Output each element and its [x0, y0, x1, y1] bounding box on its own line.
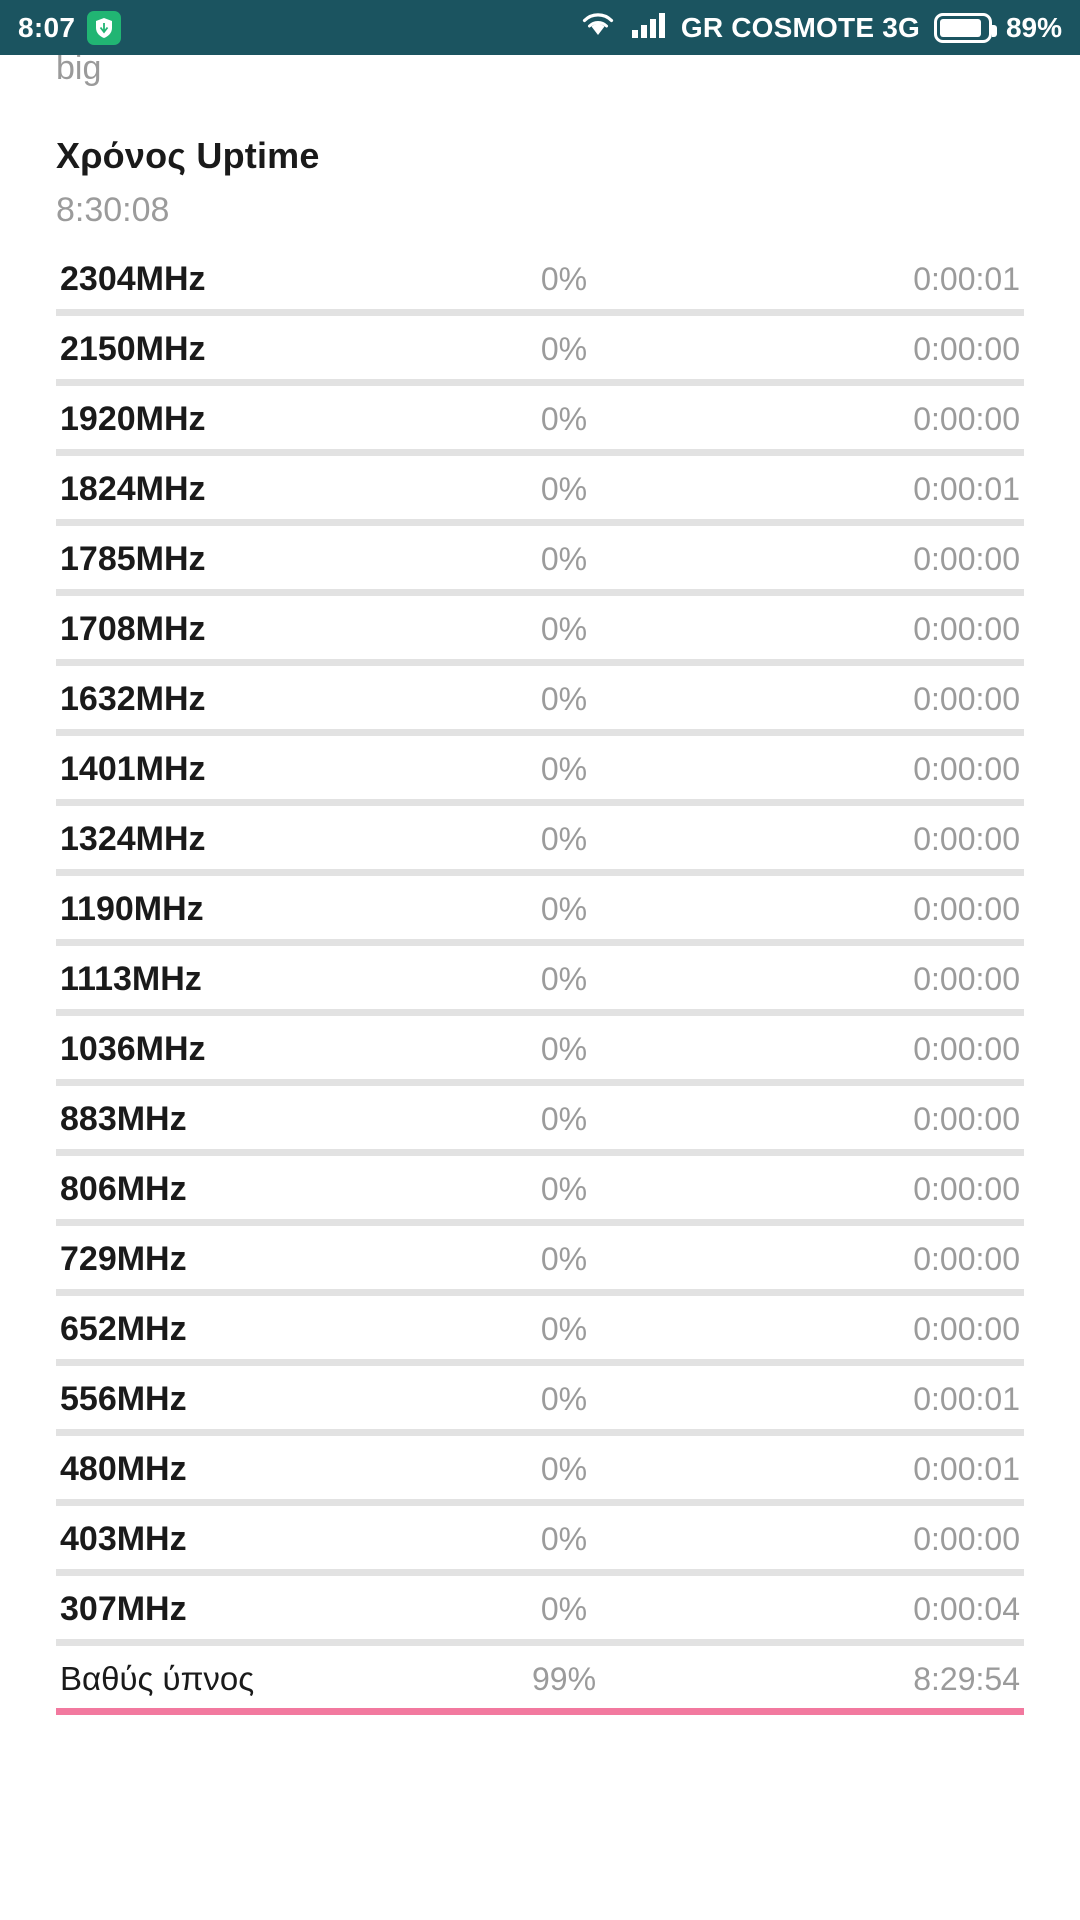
- frequency-bar-track: [56, 309, 1024, 316]
- frequency-bar-track: [56, 729, 1024, 736]
- frequency-row[interactable]: [56, 806, 1024, 876]
- frequency-time: 0:00:00: [913, 821, 1020, 857]
- deep-sleep-percent: 99%: [531, 1661, 597, 1697]
- frequency-label: 556MHz: [60, 1380, 187, 1418]
- frequency-bar-track: [56, 939, 1024, 946]
- frequency-row-line: [56, 260, 1024, 309]
- frequency-row[interactable]: [56, 736, 1024, 806]
- frequency-row-line: [56, 1240, 1024, 1289]
- frequency-time: 0:00:01: [913, 1381, 1020, 1417]
- deep-sleep-row[interactable]: [56, 1646, 1024, 1715]
- frequency-row-line: [56, 540, 1024, 589]
- frequency-row-line: [56, 1170, 1024, 1219]
- frequency-row[interactable]: [56, 1506, 1024, 1576]
- frequency-row-line: [56, 1450, 1024, 1499]
- frequency-percent: 0%: [540, 1591, 588, 1627]
- frequency-time: 0:00:00: [913, 1521, 1020, 1557]
- frequency-percent: 0%: [540, 891, 588, 927]
- frequency-percent: 0%: [540, 1101, 588, 1137]
- deep-sleep-label: Βαθύς ύπνος: [60, 1660, 255, 1697]
- frequency-percent: 0%: [540, 261, 588, 297]
- frequency-row-line: [56, 610, 1024, 659]
- frequency-bar-track: [56, 1289, 1024, 1296]
- frequency-bar-track: [56, 659, 1024, 666]
- frequency-label: 652MHz: [60, 1310, 187, 1348]
- battery-fill: [940, 19, 981, 37]
- frequency-time: 0:00:00: [913, 541, 1020, 577]
- status-clock: 8:07: [18, 11, 76, 43]
- frequency-row-line: [56, 680, 1024, 729]
- frequency-percent: 0%: [540, 821, 588, 857]
- frequency-row[interactable]: [56, 1296, 1024, 1366]
- frequency-row[interactable]: [56, 526, 1024, 596]
- frequency-label: 2150MHz: [60, 330, 206, 368]
- frequency-label: 307MHz: [60, 1590, 187, 1628]
- frequency-time: 0:00:00: [913, 1311, 1020, 1347]
- status-bar: [0, 0, 1080, 55]
- frequency-percent: 0%: [540, 961, 588, 997]
- frequency-row[interactable]: [56, 876, 1024, 946]
- frequency-row[interactable]: [56, 946, 1024, 1016]
- frequency-bar-track: [56, 869, 1024, 876]
- frequency-percent: 0%: [540, 401, 588, 437]
- frequency-bar-track: [56, 1359, 1024, 1366]
- status-bar-left: [18, 11, 121, 45]
- frequency-row[interactable]: [56, 456, 1024, 526]
- frequency-percent: 0%: [540, 1521, 588, 1557]
- cellular-signal-icon: [631, 9, 667, 46]
- battery-level-label: 89%: [1005, 11, 1062, 43]
- frequency-percent: 0%: [540, 541, 588, 577]
- frequency-percent: 0%: [540, 331, 588, 367]
- frequency-row-line: [56, 330, 1024, 379]
- frequency-percent: 0%: [540, 1171, 588, 1207]
- frequency-label: 2304MHz: [60, 260, 206, 298]
- uptime-value: 8:30:08: [56, 191, 170, 229]
- frequency-label: 806MHz: [60, 1170, 187, 1208]
- carrier-label: GR COSMOTE 3G: [680, 11, 920, 43]
- frequency-label: 1824MHz: [60, 470, 206, 508]
- frequency-label: 729MHz: [60, 1240, 187, 1278]
- frequency-time: 0:00:00: [913, 401, 1020, 437]
- frequency-row[interactable]: [56, 1226, 1024, 1296]
- frequency-row[interactable]: [56, 1576, 1024, 1646]
- frequency-bar-track: [56, 1009, 1024, 1016]
- frequency-label: 1920MHz: [60, 400, 206, 438]
- frequency-time: 0:00:00: [913, 681, 1020, 717]
- frequency-percent: 0%: [540, 611, 588, 647]
- frequency-rows-list: [56, 246, 1024, 1646]
- frequency-label: 883MHz: [60, 1100, 187, 1138]
- frequency-row-line: [56, 1030, 1024, 1079]
- frequency-row-line: [56, 1380, 1024, 1429]
- frequency-row[interactable]: [56, 1366, 1024, 1436]
- frequency-bar-track: [56, 589, 1024, 596]
- frequency-time: 0:00:00: [913, 1171, 1020, 1207]
- frequency-percent: 0%: [540, 1241, 588, 1277]
- frequency-percent: 0%: [540, 681, 588, 717]
- frequency-time: 0:00:01: [913, 471, 1020, 507]
- frequency-row[interactable]: [56, 1436, 1024, 1506]
- frequency-row[interactable]: [56, 1016, 1024, 1086]
- frequency-row-line: [56, 1520, 1024, 1569]
- frequency-bar-track: [56, 1639, 1024, 1646]
- frequency-bar-track: [56, 379, 1024, 386]
- deep-sleep-bar-fill: [56, 1708, 1024, 1715]
- frequency-time: 0:00:00: [913, 751, 1020, 787]
- frequency-row[interactable]: [56, 596, 1024, 666]
- frequency-row[interactable]: [56, 666, 1024, 736]
- wifi-icon: [579, 9, 617, 46]
- frequency-percent: 0%: [540, 1031, 588, 1067]
- frequency-time: 0:00:00: [913, 1031, 1020, 1067]
- frequency-label: 1401MHz: [60, 750, 206, 788]
- frequency-row-line: [56, 1310, 1024, 1359]
- frequency-row-line: [56, 960, 1024, 1009]
- frequency-row-line: [56, 820, 1024, 869]
- frequency-row-line: [56, 470, 1024, 519]
- frequency-row-line: [56, 400, 1024, 449]
- frequency-time: 0:00:00: [913, 1101, 1020, 1137]
- frequency-row[interactable]: [56, 1086, 1024, 1156]
- frequency-time: 0:00:01: [913, 261, 1020, 297]
- frequency-bar-track: [56, 519, 1024, 526]
- frequency-percent: 0%: [540, 1381, 588, 1417]
- frequency-time: 0:00:00: [913, 961, 1020, 997]
- frequency-row[interactable]: [56, 386, 1024, 456]
- battery-icon: [934, 13, 992, 43]
- frequency-time: 0:00:04: [913, 1591, 1020, 1627]
- frequency-bar-track: [56, 1149, 1024, 1156]
- frequency-row[interactable]: [56, 316, 1024, 386]
- frequency-bar-track: [56, 1569, 1024, 1576]
- frequency-label: 1632MHz: [60, 680, 206, 718]
- shield-icon: [87, 11, 121, 45]
- frequency-bar-track: [56, 449, 1024, 456]
- frequency-label: 1708MHz: [60, 610, 206, 648]
- frequency-bar-track: [56, 1429, 1024, 1436]
- frequency-time: 0:00:00: [913, 891, 1020, 927]
- deep-sleep-bar-track: [56, 1708, 1024, 1715]
- frequency-percent: 0%: [540, 1311, 588, 1347]
- frequency-label: 403MHz: [60, 1520, 187, 1558]
- cut-off-section-header: big: [56, 55, 102, 87]
- deep-sleep-row-line: [56, 1660, 1024, 1708]
- frequency-label: 1036MHz: [60, 1030, 206, 1068]
- frequency-bar-track: [56, 1219, 1024, 1226]
- frequency-percent: 0%: [540, 1451, 588, 1487]
- frequency-row-line: [56, 890, 1024, 939]
- frequency-row-line: [56, 1590, 1024, 1639]
- deep-sleep-time: 8:29:54: [913, 1661, 1020, 1697]
- page-title: Χρόνος Uptime: [56, 135, 320, 176]
- frequency-time: 0:00:00: [913, 1241, 1020, 1277]
- frequency-bar-track: [56, 1499, 1024, 1506]
- frequency-time: 0:00:00: [913, 611, 1020, 647]
- frequency-row-line: [56, 750, 1024, 799]
- status-bar-right: [579, 9, 1062, 46]
- frequency-row[interactable]: [56, 1156, 1024, 1226]
- frequency-label: 1113MHz: [60, 960, 202, 998]
- frequency-percent: 0%: [540, 471, 588, 507]
- frequency-label: 1190MHz: [60, 890, 204, 928]
- frequency-row-line: [56, 1100, 1024, 1149]
- frequency-label: 1324MHz: [60, 820, 206, 858]
- frequency-row[interactable]: [56, 246, 1024, 316]
- frequency-bar-track: [56, 799, 1024, 806]
- frequency-label: 480MHz: [60, 1450, 187, 1488]
- frequency-time: 0:00:01: [913, 1451, 1020, 1487]
- frequency-percent: 0%: [540, 751, 588, 787]
- frequency-time: 0:00:00: [913, 331, 1020, 367]
- frequency-bar-track: [56, 1079, 1024, 1086]
- frequency-label: 1785MHz: [60, 540, 206, 578]
- uptime-screen: [0, 55, 1080, 1715]
